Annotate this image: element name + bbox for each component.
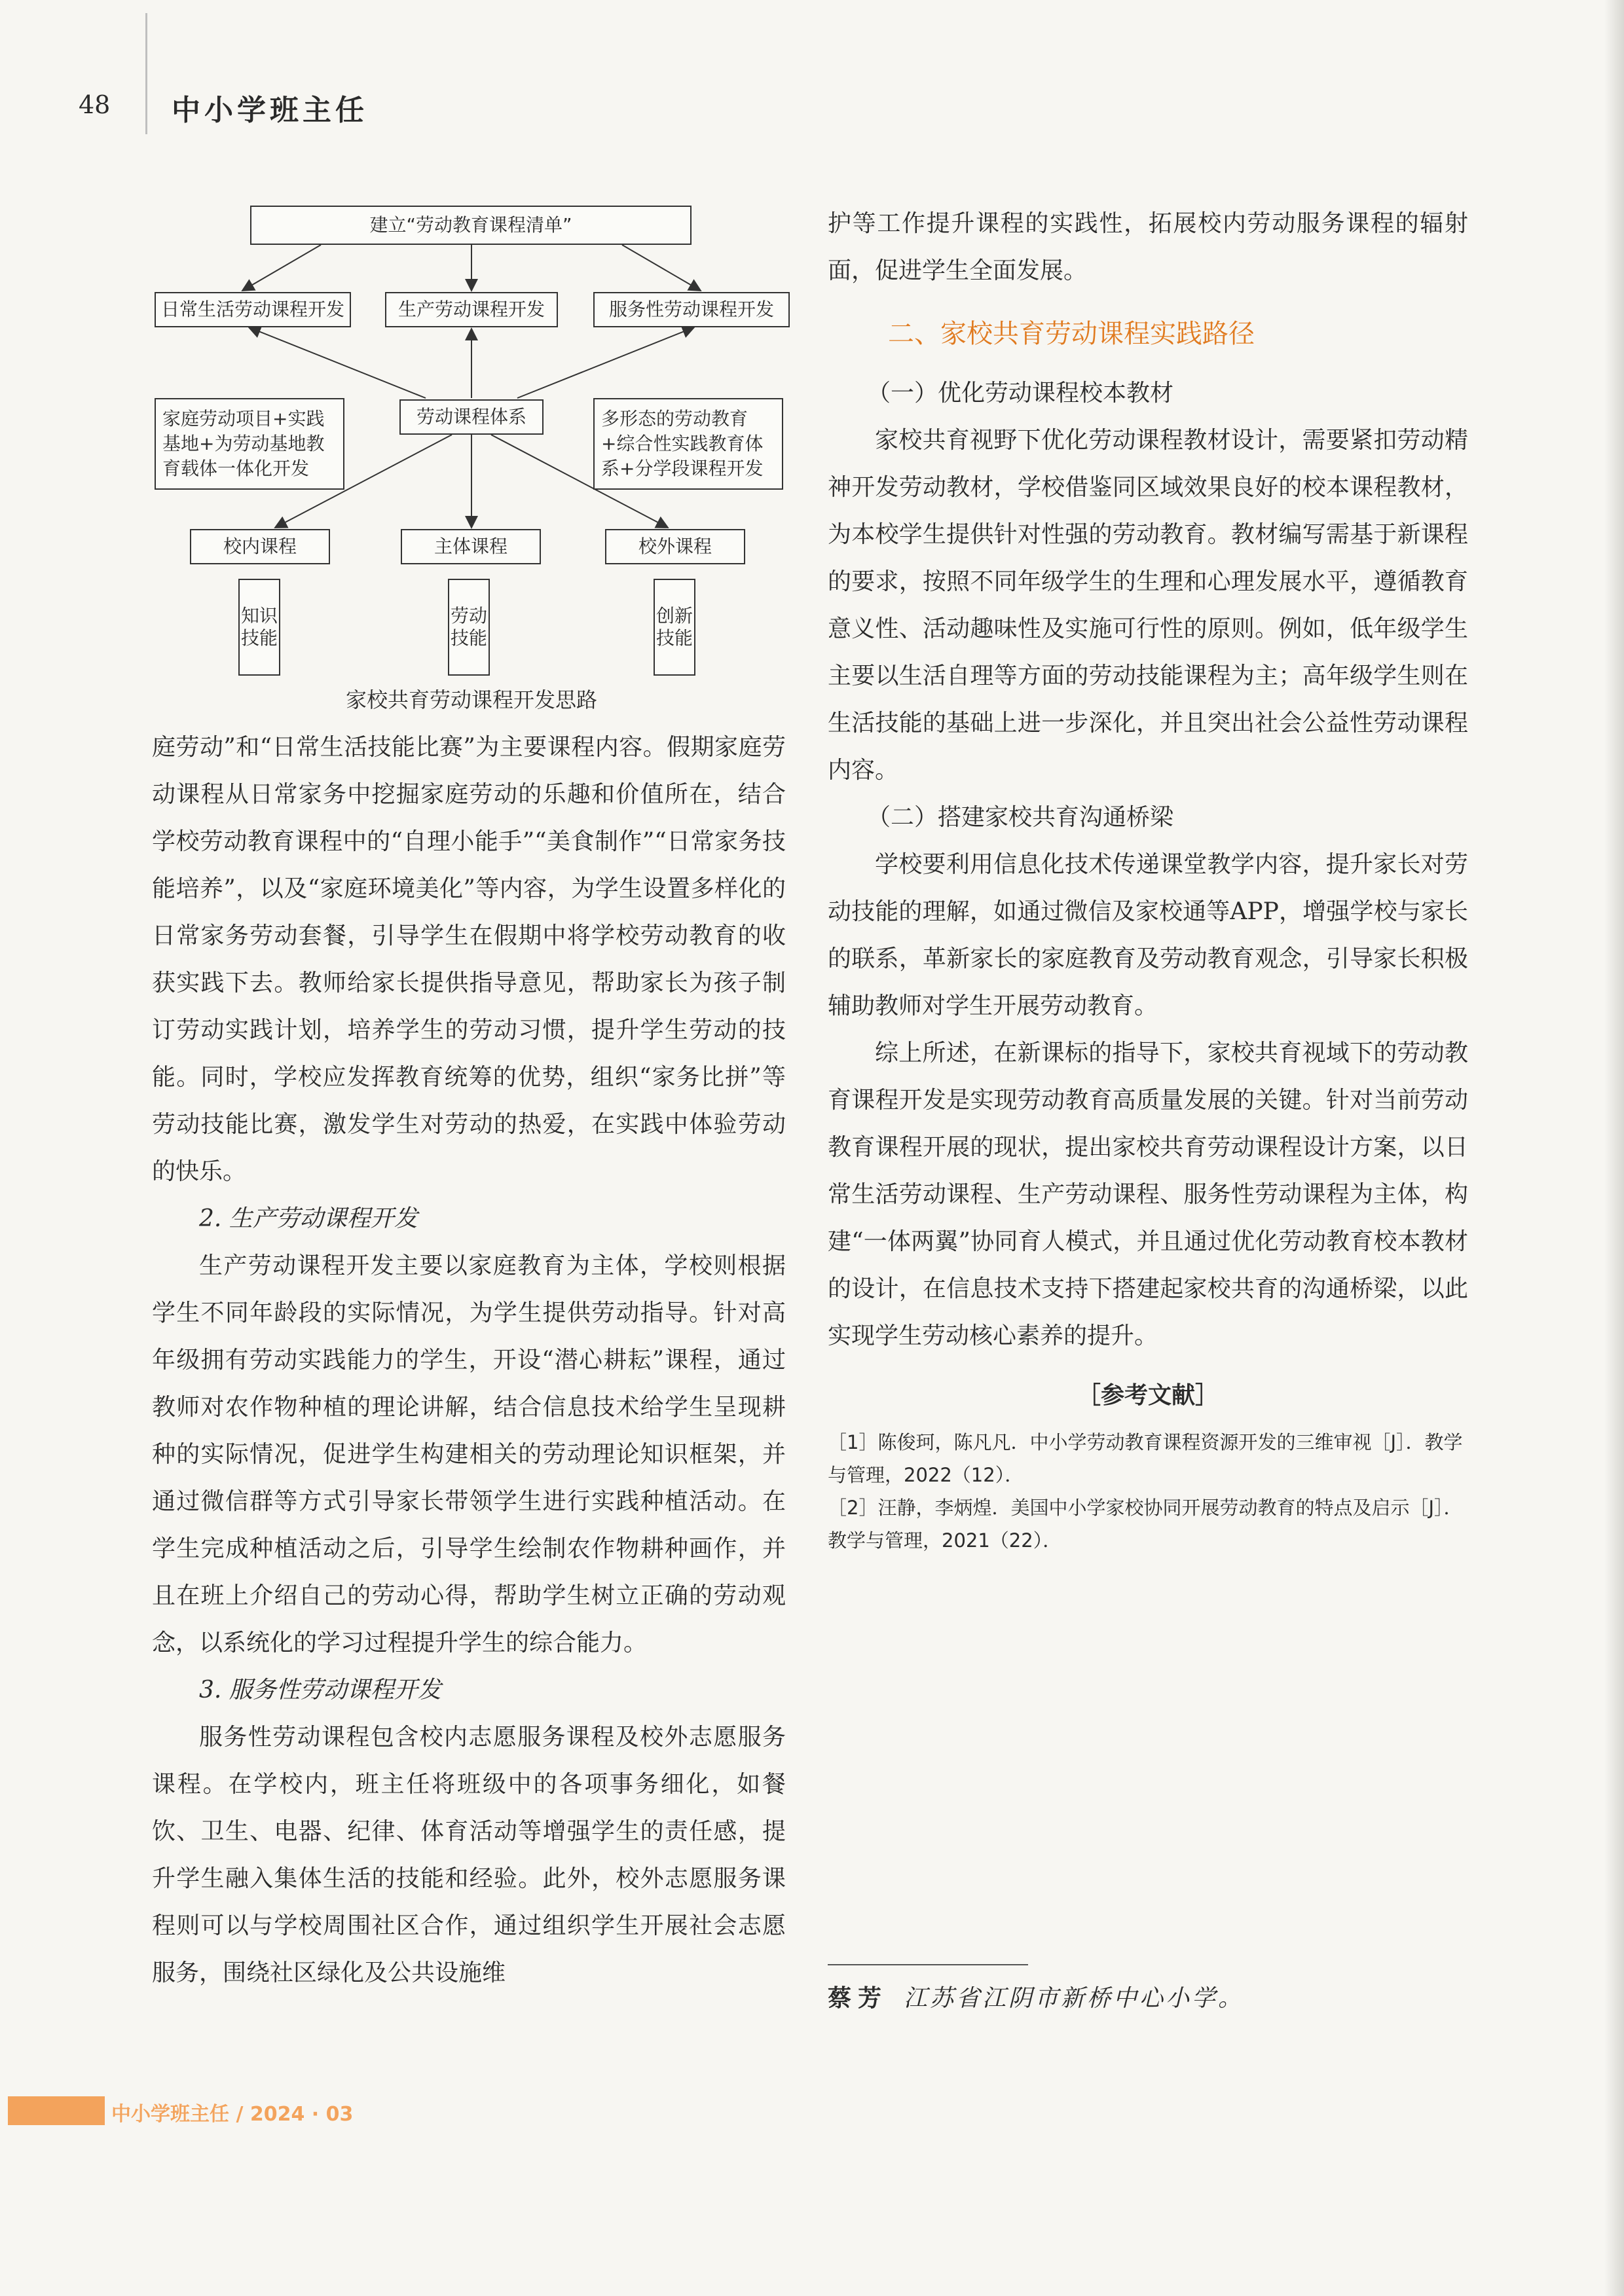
flow-level3-outschool: 校外课程 [605,529,745,564]
footer-issue-label: 中小学班主任 / 2024 · 03 [111,2103,354,2126]
left-paragraph-1: 庭劳动”和“日常生活技能比赛”为主要课程内容。假期家庭劳动课程从日常家务中挖掘家庭劳动的乐趣和价值所在，结合学校劳动教育课程中的“自理小能手”“美食制作”“日常家务技能培养”，以及“家庭环境美化”等内容，为学生设置多样化的日常家务劳动套餐，引导学生在假期中将学校劳动教育的收获实践下去。教师给家长提供指导意见，帮助家长为孩子制订劳动实践计划，培养学生的劳动习惯，提升学生劳动的技能。同时，学校应发挥教育统筹的优势，组织“家务比拼”等劳动技能比赛，激发学生对劳动的热爱，在实践中体验劳动的快乐。 [152,734,786,1185]
author-name: 蔡芳 [828,1985,889,2012]
right-paragraph-0: 护等工作提升课程的实践性，拓展校内劳动服务课程的辐射面，促进学生全面发展。 [828,210,1468,284]
flowchart-figure [151,196,792,681]
right-column [828,200,1468,1557]
author-affiliation: 江苏省江阴市新桥中心小学。 [904,1985,1245,2012]
flow-left-note: 家庭劳动项目+实践基地+为劳动基地教育载体一体化开发 [155,398,344,490]
flow-level4-knowledge: 知识技能 [238,579,280,676]
subsection-bridge: （二）搭建家校共育沟通桥梁 [867,804,1174,831]
author-line [828,1980,1244,2013]
flow-level2-production: 生产劳动课程开发 [385,292,558,327]
figure-caption: 家校共育劳动课程开发思路 [345,687,597,712]
reference-1: ［1］陈俊珂，陈凡凡．中小学劳动教育课程资源开发的三维审视［J］．教学与管理，2022（12）． [828,1431,1463,1486]
flow-level4-labor: 劳动技能 [448,579,490,676]
right-paragraph-1: 家校共育视野下优化劳动课程教材设计，需要紧扣劳动精神开发劳动教材，学校借鉴同区域效果良好的校本课程教材，为本校学生提供针对性强的劳动教育。教材编写需基于新课程的要求，按照不同年级学生的生理和心理发展水平，遵循教育意义性、活动趣味性及实施可行性的原则。例如，低年级学生主要以生活自理等方面的劳动技能课程为主；高年级学生则在生活技能的基础上进一步深化，并且突出社会公益性劳动课程内容。 [828,427,1468,784]
subheading-production: 2. 生产劳动课程开发 [199,1205,418,1232]
reference-2: ［2］汪静，李炳煌．美国中小学家校协同开展劳动教育的特点及启示［J］．教学与管理，2021（22）． [828,1497,1463,1552]
section-title: 二、家校共育劳动课程实践路径 [888,319,1255,349]
left-column [152,724,786,1997]
flow-top-box: 建立“劳动教育课程清单” [250,206,692,245]
flow-level2-daily: 日常生活劳动课程开发 [155,292,351,327]
flow-level4-innovation: 创新技能 [654,579,695,676]
flow-right-note: 多形态的劳动教育+综合性实践教育体系+分学段课程开发 [593,398,783,490]
header-divider [145,13,147,134]
subsection-textbook: （一）优化劳动课程校本教材 [867,380,1174,407]
flow-level3-inschool: 校内课程 [190,529,330,564]
references-title: ［参考文献］ [1077,1382,1219,1409]
flow-level2-service: 服务性劳动课程开发 [593,292,790,327]
subheading-service: 3. 服务性劳动课程开发 [199,1677,441,1704]
page-number: 48 [79,90,111,119]
left-paragraph-3: 服务性劳动课程包含校内志愿服务课程及校外志愿服务课程。在学校内，班主任将班级中的各项事务细化，如餐饮、卫生、电器、纪律、体育活动等增强学生的责任感，提升学生融入集体生活的技能和经验。此外，校外志愿服务课程则可以与学校周围社区合作，通过组织学生开展社会志愿服务，围绕社区绿化及公共设施维 [152,1724,786,1986]
right-paragraph-2: 学校要利用信息化技术传递课堂教学内容，提升家长对劳动技能的理解，如通过微信及家校通等APP，增强学校与家长的联系，革新家长的家庭教育及劳动教育观念，引导家长积极辅助教师对学生开展劳动教育。 [828,851,1468,1019]
magazine-title: 中小学班主任 [172,94,368,127]
page-edge-shadow [1604,0,1624,2296]
footer-accent-bar [8,2096,105,2125]
author-rule [828,1964,1028,1965]
flow-level3-main: 主体课程 [401,529,541,564]
flow-center-box: 劳动课程体系 [399,399,544,435]
right-paragraph-3: 综上所述，在新课标的指导下，家校共育视域下的劳动教育课程开发是实现劳动教育高质量发展的关键。针对当前劳动教育课程开展的现状，提出家校共育劳动课程设计方案，以日常生活劳动课程、生产劳动课程、服务性劳动课程为主体，构建“一体两翼”协同育人模式，并且通过优化劳动教育校本教材的设计，在信息技术支持下搭建起家校共育的沟通桥梁，以此实现学生劳动核心素养的提升。 [828,1040,1468,1349]
left-paragraph-2: 生产劳动课程开发主要以家庭教育为主体，学校则根据学生不同年龄段的实际情况，为学生提供劳动指导。针对高年级拥有劳动实践能力的学生，开设“潜心耕耘”课程，通过教师对农作物种植的理论讲解，结合信息技术给学生呈现耕种的实际情况，促进学生构建相关的劳动理论知识框架，并通过微信群等方式引导家长带领学生进行实践种植活动。在学生完成种植活动之后，引导学生绘制农作物耕种画作，并且在班上介绍自己的劳动心得，帮助学生树立正确的劳动观念，以系统化的学习过程提升学生的综合能力。 [152,1252,786,1656]
